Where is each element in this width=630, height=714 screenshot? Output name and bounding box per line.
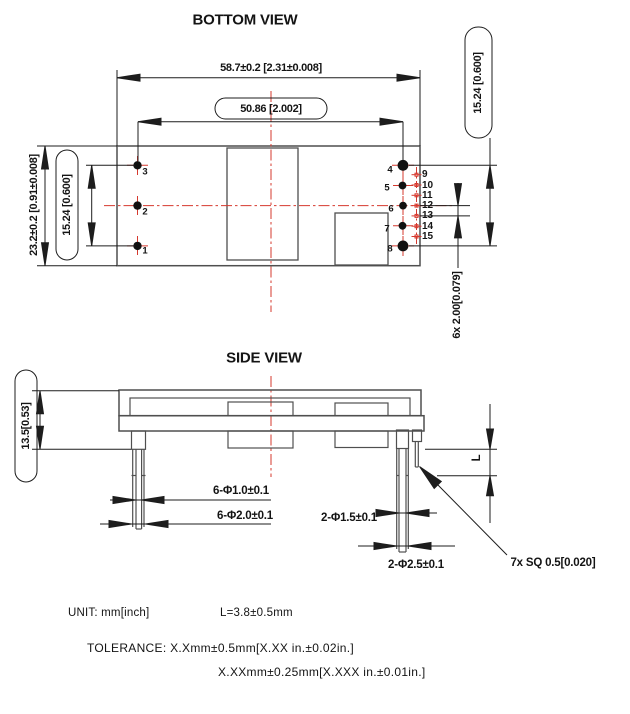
side-view-title: SIDE VIEW <box>226 349 302 367</box>
note-l-value: L=3.8±0.5mm <box>220 607 293 619</box>
pin-4-pad <box>398 160 409 171</box>
pin-2-pad <box>133 201 141 209</box>
pin-label-13: 13 <box>422 210 434 222</box>
dim-body-height: 23.2±0.2 [0.91±0.008] <box>28 154 40 256</box>
pin-label-11: 11 <box>422 189 433 201</box>
note-tolerance-1: TOLERANCE: X.Xmm±0.5mm[X.XX in.±0.02in.] <box>87 641 355 655</box>
pin-label-8: 8 <box>387 243 393 255</box>
centerlines <box>104 91 452 477</box>
pin-label-1: 1 <box>142 245 148 257</box>
dim-body-width: 58.7±0.2 [2.31±0.008] <box>220 62 322 74</box>
dim-square-pins: 7x SQ 0.5[0.020] <box>510 557 596 569</box>
dim-right-pin-span: 15.24 [0.600] <box>472 51 484 114</box>
dim-pin-base-dia: 6-Φ2.0±0.1 <box>217 510 273 522</box>
dim-side-height: 13.5[0.53] <box>19 402 32 450</box>
note-unit: UNIT: mm[inch] <box>68 607 150 619</box>
pin-5-pad <box>399 182 407 190</box>
pin-7-pad <box>399 222 407 230</box>
dim-power-pin-base-dia: 2-Φ2.5±0.1 <box>388 559 444 571</box>
pin-label-3: 3 <box>142 166 148 178</box>
dim-power-pin-tip-dia: 2-Φ1.5±0.1 <box>321 512 377 524</box>
bottom-view-title: BOTTOM VIEW <box>192 11 298 29</box>
pin-label-7: 7 <box>384 223 390 235</box>
dim-l-label: L <box>471 454 483 462</box>
dim-pin-span: 50.86 [2.002] <box>240 102 302 115</box>
pin-8-pad <box>398 241 409 252</box>
pin-label-15: 15 <box>422 231 434 242</box>
dim-small-pin-pitch: 6x 2.00[0.079] <box>451 271 463 339</box>
pin-label-14: 14 <box>422 220 434 232</box>
pin-label-6: 6 <box>388 203 394 215</box>
note-tolerance-2: X.XXmm±0.25mm[X.XXX in.±0.01in.] <box>218 665 426 679</box>
pin-label-2: 2 <box>142 206 148 218</box>
pin-label-5: 5 <box>384 182 390 194</box>
dim-pin-tip-dia: 6-Φ1.0±0.1 <box>213 485 269 497</box>
pin-6-pad <box>399 202 407 210</box>
pin-label-9: 9 <box>422 169 428 180</box>
pin-label-12: 12 <box>422 200 434 212</box>
pin-label-10: 10 <box>422 179 434 191</box>
pin-label-4: 4 <box>387 164 393 176</box>
dim-left-pin-span: 15.24 [0.600] <box>60 174 73 236</box>
